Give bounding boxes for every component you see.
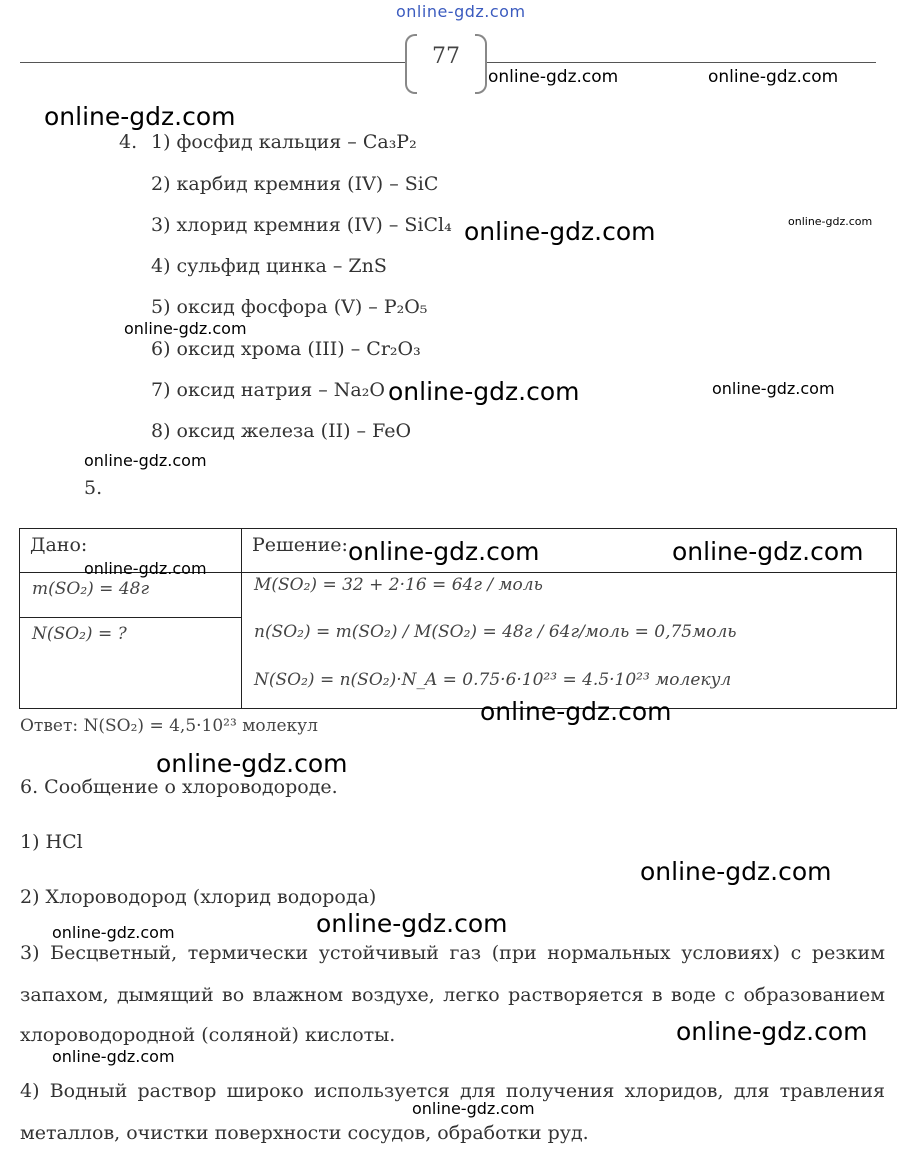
solution-molar-mass: M(SO₂) = 32 + 2·16 = 64г / моль — [254, 575, 543, 595]
watermark: online-gdz.com — [388, 377, 580, 406]
watermark: online-gdz.com — [316, 909, 508, 938]
solution-header: Решение: — [252, 534, 348, 556]
task4-item-4: 4) сульфид цинка – ZnS — [151, 255, 387, 277]
task6-point-4-line-2: металлов, очистки поверхности сосудов, обработки руд. — [20, 1122, 589, 1144]
task6-point-1: 1) HCl — [20, 831, 83, 853]
given-unknown: N(SO₂) = ? — [32, 624, 127, 644]
watermark: online-gdz.com — [708, 67, 839, 87]
watermark: online-gdz.com — [480, 697, 672, 726]
task6-point-3-line-2: запахом, дымящий во влажном воздухе, легко растворяется в воде с образованием — [20, 984, 885, 1006]
watermark: online-gdz.com — [672, 537, 864, 566]
solution-molecules: N(SO₂) = n(SO₂)·N_A = 0.75·6·10²³ = 4.5·10²³ молекул — [254, 670, 732, 690]
given-header: Дано: — [30, 534, 88, 556]
watermark: online-gdz.com — [156, 749, 348, 778]
watermark: online-gdz.com — [488, 67, 619, 87]
task4-item-3: 3) хлорид кремния (IV) – SiCl₄ — [151, 214, 452, 236]
task5-answer: Ответ: N(SO₂) = 4,5·10²³ молекул — [20, 716, 318, 736]
watermark: online-gdz.com — [348, 537, 540, 566]
task6-point-3-line-1: 3) Бесцветный, термически устойчивый газ (при нормальных условиях) с резким — [20, 942, 885, 964]
watermark: online-gdz.com — [124, 319, 247, 338]
watermark: online-gdz.com — [464, 217, 656, 246]
watermark: online-gdz.com — [44, 102, 236, 131]
watermark: online-gdz.com — [412, 1099, 535, 1118]
watermark: online-gdz.com — [676, 1017, 868, 1046]
task4-item-1: 1) фосфид кальция – Ca₃P₂ — [151, 131, 417, 153]
site-header-watermark: online-gdz.com — [396, 2, 526, 21]
watermark: online-gdz.com — [84, 451, 207, 470]
table-divider — [241, 528, 242, 709]
task4-number: 4. — [119, 131, 138, 153]
task6-point-4-line-1: 4) Водный раствор широко используется для получения хлоридов, для травления — [20, 1080, 885, 1102]
watermark: online-gdz.com — [52, 923, 175, 942]
solution-amount: n(SO₂) = m(SO₂) / M(SO₂) = 48г / 64г/моль = 0,75моль — [254, 622, 737, 642]
task6-point-3-line-3: хлороводородной (соляной) кислоты. — [20, 1024, 396, 1046]
given-row-rule — [19, 617, 241, 618]
task4-item-7: 7) оксид натрия – Na₂O — [151, 379, 385, 401]
task4-item-2: 2) карбид кремния (IV) – SiC — [151, 173, 439, 195]
task4-item-5: 5) оксид фосфора (V) – P₂O₅ — [151, 296, 428, 318]
task4-item-6: 6) оксид хрома (III) – Cr₂O₃ — [151, 338, 421, 360]
task4-item-8: 8) оксид железа (II) – FeO — [151, 420, 412, 442]
watermark: online-gdz.com — [640, 857, 832, 886]
watermark: online-gdz.com — [788, 215, 873, 228]
given-mass: m(SO₂) = 48г — [32, 579, 150, 599]
watermark: online-gdz.com — [712, 379, 835, 398]
watermark: online-gdz.com — [84, 559, 207, 578]
task5-number: 5. — [84, 477, 103, 499]
page-number: 77 — [432, 44, 460, 69]
task6-point-2: 2) Хлороводород (хлорид водорода) — [20, 886, 377, 908]
task6-title: 6. Сообщение о хлороводороде. — [20, 776, 338, 798]
watermark: online-gdz.com — [52, 1047, 175, 1066]
page-number-frame — [405, 34, 487, 92]
